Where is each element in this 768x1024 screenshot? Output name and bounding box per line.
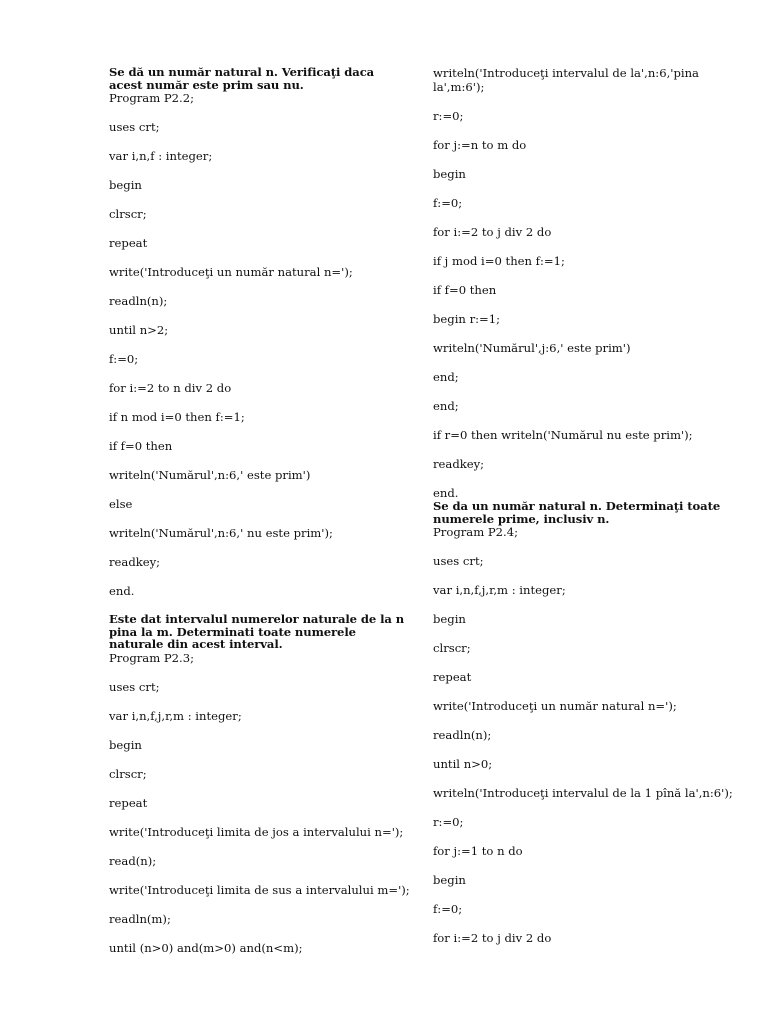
code-line: begin: [433, 873, 466, 888]
code-line: r:=0;: [433, 815, 464, 830]
code-line: until n>2;: [109, 323, 169, 338]
code-line: begin: [433, 612, 466, 627]
code-line: for i:=2 to j div 2 do: [433, 931, 552, 946]
code-line: for i:=2 to n div 2 do: [109, 381, 232, 396]
code-line: end.: [109, 584, 135, 599]
code-line: for j:=n to m do: [433, 138, 527, 152]
code-line: begin: [433, 167, 466, 181]
code-line: if r=0 then writeln('Numărul nu este prim');: [433, 428, 693, 442]
program-title: Program P2.3;: [109, 650, 195, 665]
code-line: if n mod i=0 then f:=1;: [109, 410, 245, 425]
code-line: write('Introduceţi limita de jos a intervalului n=');: [109, 824, 404, 839]
code-line: r:=0;: [433, 109, 464, 123]
code-line: if f=0 then: [433, 283, 497, 297]
code-line: clrscr;: [109, 207, 147, 222]
code-line: write('Introduceţi un număr natural n=');: [109, 265, 353, 280]
code-line: uses crt;: [109, 679, 160, 694]
code-line: write('Introduceţi limita de sus a intervalului m=');: [109, 882, 410, 897]
code-line: if j mod i=0 then f:=1;: [433, 254, 565, 268]
code-line: readln(n);: [433, 728, 492, 743]
code-line: write('Introduceţi un număr natural n=');: [433, 699, 677, 714]
code-line: uses crt;: [109, 120, 160, 135]
code-line: clrscr;: [109, 766, 147, 781]
program-title: Program P2.4;: [433, 525, 519, 540]
code-line: for j:=1 to n do: [433, 844, 523, 859]
code-line: read(n);: [109, 853, 157, 868]
right-column: [433, 66, 733, 960]
code-line: var i,n,f,j,r,m : integer;: [109, 708, 242, 723]
code-line: until (n>0) and(m>0) and(n<m);: [109, 940, 303, 955]
code-line: f:=0;: [433, 196, 463, 210]
code-line: else: [109, 497, 133, 512]
code-line: begin: [109, 178, 142, 193]
program-title: Program P2.2;: [109, 91, 195, 106]
code-line: f:=0;: [433, 902, 463, 917]
code-line: f:=0;: [109, 352, 139, 367]
code-line: begin r:=1;: [433, 312, 501, 326]
code-line: var i,n,f : integer;: [109, 149, 213, 164]
code-line: for i:=2 to j div 2 do: [433, 225, 552, 239]
code-line: readln(n);: [109, 294, 168, 309]
code-line: writeln('Introduceţi intervalul de la 1 pînă la',n:6');: [433, 786, 733, 801]
code-line: clrscr;: [433, 641, 471, 656]
code-line: end;: [433, 370, 459, 384]
code-line: var i,n,f,j,r,m : integer;: [433, 583, 566, 598]
code-line: writeln('Introduceţi intervalul de la',n:6,'pina la',m:6');: [433, 66, 699, 94]
code-line: writeln('Numărul',j:6,' este prim'): [433, 341, 631, 355]
code-line: if f=0 then: [109, 439, 173, 454]
code-line: readkey;: [433, 457, 485, 471]
left-column: [109, 66, 409, 970]
code-line: writeln('Numărul',n:6,' nu este prim');: [109, 526, 333, 541]
section-heading: Este dat intervalul numerelor naturale de la n pina la m. Determinati toate numerele naturale din acest interval.: [109, 612, 405, 652]
code-line: writeln('Numărul',n:6,' este prim'): [109, 468, 311, 483]
code-line: begin: [109, 737, 142, 752]
section-heading: Se da un număr natural n. Determinaţi toate numerele prime, inclusiv n.: [433, 499, 721, 526]
code-line: repeat: [433, 670, 472, 685]
code-line: end.: [433, 486, 459, 500]
code-line: end;: [433, 399, 459, 413]
code-line: repeat: [109, 795, 148, 810]
code-line: until n>0;: [433, 757, 493, 772]
code-line: readkey;: [109, 555, 161, 570]
code-line: repeat: [109, 236, 148, 251]
section-heading: Se dă un număr natural n. Verificaţi daca acest număr este prim sau nu.: [109, 65, 375, 92]
code-line: readln(m);: [109, 911, 171, 926]
code-line: uses crt;: [433, 554, 484, 569]
